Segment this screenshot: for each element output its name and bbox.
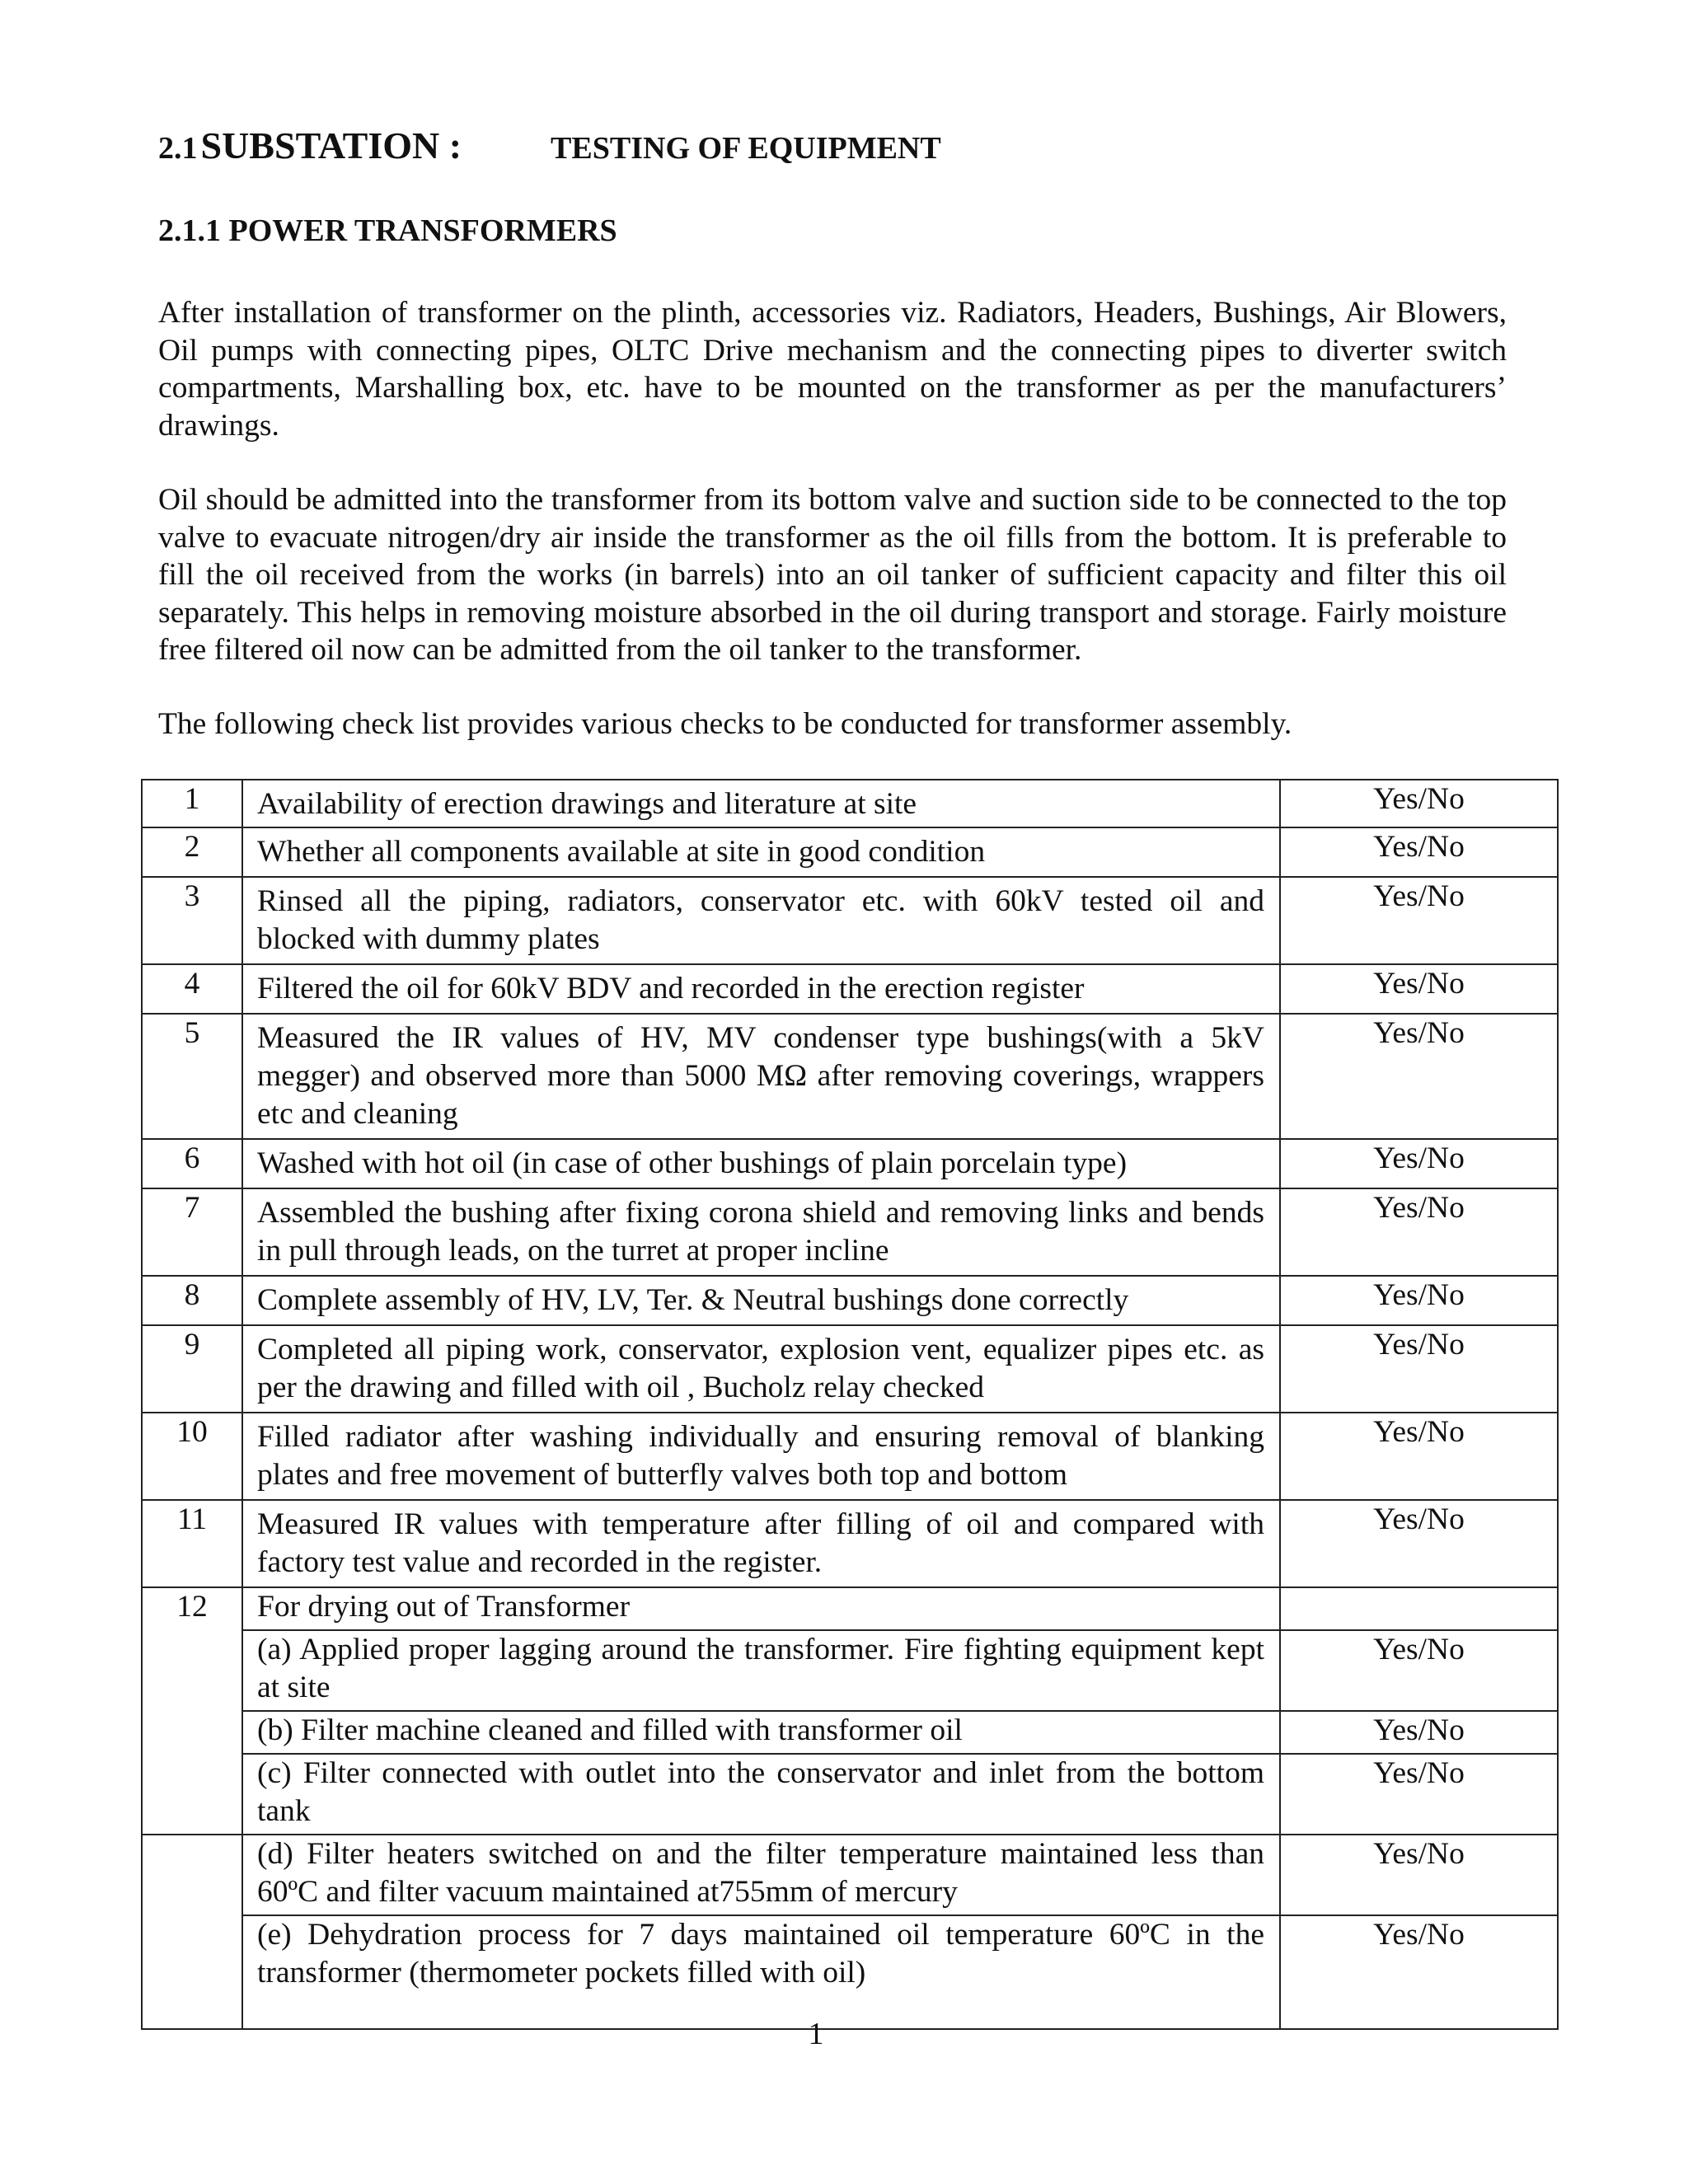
- table-row: [142, 1014, 1558, 1139]
- item-number: 5: [142, 1014, 242, 1139]
- item-description: Assembled the bushing after fixing corona shield and removing links and bends in pull through leads, on the turret at proper incline: [242, 1188, 1280, 1276]
- paragraph-checklist-intro: The following check list provides various checks to be conducted for transformer assembly.: [158, 707, 1292, 741]
- item-number: 4: [142, 964, 242, 1014]
- empty-answer-cell: [1280, 1587, 1558, 1630]
- subitem-description: (a) Applied proper lagging around the transformer. Fire fighting equipment kept at site: [242, 1630, 1280, 1711]
- section-heading: 2.1.1 POWER TRANSFORMERS: [158, 213, 617, 248]
- item-number: 8: [142, 1276, 242, 1325]
- table-row: [142, 1915, 1558, 2029]
- table-row: [142, 1413, 1558, 1500]
- item-description: Washed with hot oil (in case of other bushings of plain porcelain type): [242, 1139, 1280, 1188]
- subitem-description: (b) Filter machine cleaned and filled with transformer oil: [242, 1711, 1280, 1754]
- item-description: Whether all components available at site in good condition: [242, 827, 1280, 877]
- item-number: 2: [142, 827, 242, 877]
- item-description: Availability of erection drawings and literature at site: [242, 780, 1280, 827]
- yes-no-answer[interactable]: Yes/No: [1280, 1014, 1558, 1139]
- item-number: 11: [142, 1500, 242, 1587]
- yes-no-answer[interactable]: Yes/No: [1280, 1188, 1558, 1276]
- item-number: 7: [142, 1188, 242, 1276]
- subitem-description: (d) Filter heaters switched on and the filter temperature maintained less than 60ºC and filter vacuum maintained at755mm of mercury: [242, 1835, 1280, 1915]
- item-number: 9: [142, 1325, 242, 1413]
- yes-no-answer[interactable]: Yes/No: [1280, 1630, 1558, 1711]
- yes-no-answer[interactable]: Yes/No: [1280, 1413, 1558, 1500]
- table-row: [142, 964, 1558, 1014]
- table-row: [142, 780, 1558, 827]
- paragraph-installation: After installation of transformer on the plinth, accessories viz. Radiators, Headers, Bushings, Air Blowers, Oil pumps with connecting pipes, OLTC Drive mechanism and the connecting pipes to diverter switch compartments, Marshalling box, etc. have to be mounted on the transformer as per the manufacturers’ drawings.: [158, 296, 1507, 443]
- yes-no-answer[interactable]: Yes/No: [1280, 1915, 1558, 2029]
- table-row: [142, 827, 1558, 877]
- page-title: [158, 124, 941, 167]
- empty-number-cell: [142, 1835, 242, 2029]
- item-description: Measured the IR values of HV, MV condenser type bushings(with a 5kV megger) and observed more than 5000 MΩ after removing coverings, wrappers etc and cleaning: [242, 1014, 1280, 1139]
- table-row: [142, 1500, 1558, 1587]
- yes-no-answer[interactable]: Yes/No: [1280, 1276, 1558, 1325]
- table-row: [142, 1276, 1558, 1325]
- table-row: [142, 1754, 1558, 1835]
- yes-no-answer[interactable]: Yes/No: [1280, 1139, 1558, 1188]
- yes-no-answer[interactable]: Yes/No: [1280, 827, 1558, 877]
- item-description: Complete assembly of HV, LV, Ter. & Neutral bushings done correctly: [242, 1276, 1280, 1325]
- title-subtitle: TESTING OF EQUIPMENT: [551, 131, 941, 166]
- table-row: [142, 1325, 1558, 1413]
- table-row: [142, 1711, 1558, 1754]
- table-row: [142, 1188, 1558, 1276]
- item-description: Filled radiator after washing individually and ensuring removal of blanking plates and free movement of butterfly valves both top and bottom: [242, 1413, 1280, 1500]
- table-row: [142, 1139, 1558, 1188]
- table-row: [142, 1835, 1558, 1915]
- yes-no-answer[interactable]: Yes/No: [1280, 1500, 1558, 1587]
- item-number: 12: [142, 1587, 242, 1835]
- yes-no-answer[interactable]: Yes/No: [1280, 964, 1558, 1014]
- subitem-description: (e) Dehydration process for 7 days maintained oil temperature 60ºC in the transformer (thermometer pockets filled with oil): [242, 1915, 1280, 2029]
- item-number: 10: [142, 1413, 242, 1500]
- yes-no-answer[interactable]: Yes/No: [1280, 1754, 1558, 1835]
- table-row: [142, 1630, 1558, 1711]
- yes-no-answer[interactable]: Yes/No: [1280, 780, 1558, 827]
- subitem-description: (c) Filter connected with outlet into the conservator and inlet from the bottom tank: [242, 1754, 1280, 1835]
- page-number: 1: [808, 2017, 824, 2051]
- item-number: 6: [142, 1139, 242, 1188]
- title-number: 2.1: [158, 131, 198, 166]
- item-description: Filtered the oil for 60kV BDV and recorded in the erection register: [242, 964, 1280, 1014]
- yes-no-answer[interactable]: Yes/No: [1280, 1325, 1558, 1413]
- table-row: [142, 1587, 1558, 1630]
- item-description: For drying out of Transformer: [242, 1587, 1280, 1630]
- paragraph-oil-admission: Oil should be admitted into the transformer from its bottom valve and suction side to be connected to the top valve to evacuate nitrogen/dry air inside the transformer as the oil fills from the bottom. It is preferable to fill the oil received from the works (in barrels) into an oil tanker of sufficient capacity and filter this oil separately. This helps in removing moisture absorbed in the oil during transport and storage. Fairly moisture free filtered oil now can be admitted from the oil tanker to the transformer.: [158, 483, 1507, 667]
- item-description: Completed all piping work, conservator, explosion vent, equalizer pipes etc. as per the drawing and filled with oil , Bucholz relay checked: [242, 1325, 1280, 1413]
- yes-no-answer[interactable]: Yes/No: [1280, 1711, 1558, 1754]
- item-number: 3: [142, 877, 242, 964]
- title-main: SUBSTATION :: [200, 124, 462, 166]
- table-row: [142, 877, 1558, 964]
- item-number: 1: [142, 780, 242, 827]
- yes-no-answer[interactable]: Yes/No: [1280, 1835, 1558, 1915]
- item-description: Measured IR values with temperature after filling of oil and compared with factory test value and recorded in the register.: [242, 1500, 1280, 1587]
- checklist-table: [141, 779, 1559, 2030]
- yes-no-answer[interactable]: Yes/No: [1280, 877, 1558, 964]
- item-description: Rinsed all the piping, radiators, conservator etc. with 60kV tested oil and blocked with dummy plates: [242, 877, 1280, 964]
